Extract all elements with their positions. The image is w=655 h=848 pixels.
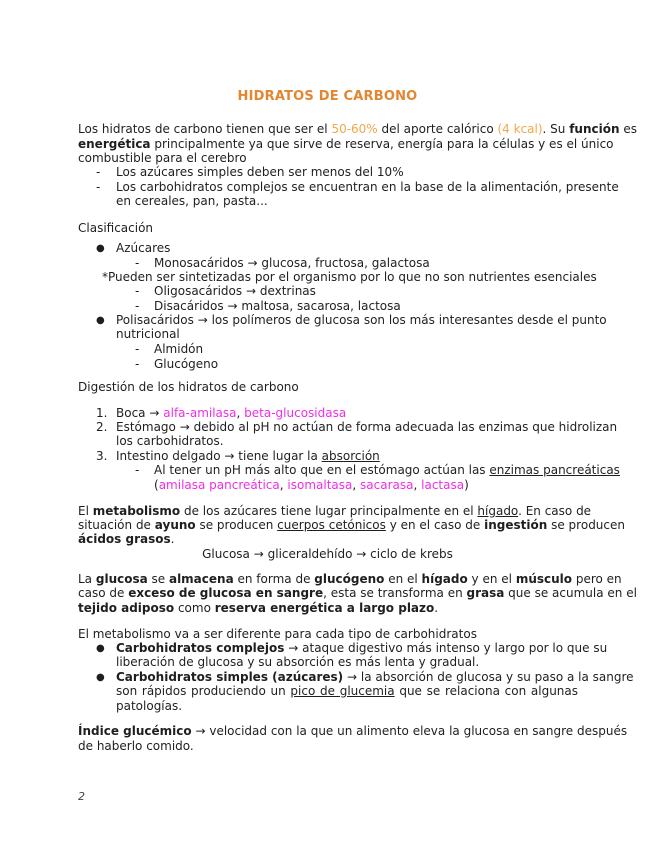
term-desc: la absorción de glucosa y su paso a la sangre xyxy=(360,670,634,684)
bold-term: ayuno xyxy=(154,518,196,532)
dash-marker: - xyxy=(135,357,140,371)
enzyme: sacarasa xyxy=(360,478,414,492)
dash-marker: - xyxy=(135,342,140,356)
punct: , xyxy=(352,478,357,492)
punct: , xyxy=(236,406,241,420)
term: Intestino delgado xyxy=(116,449,221,463)
metabolic-chain xyxy=(0,547,655,562)
list-item xyxy=(154,463,620,478)
bold-energetica: energética xyxy=(78,137,151,151)
bold-term: reserva energética a largo plazo xyxy=(214,601,435,615)
text: que se relaciona con algunas xyxy=(394,684,579,698)
list-item: Los carbohidratos complejos se encuentran en la base de la alimentación, presente xyxy=(116,180,619,194)
bold-term: grasa xyxy=(466,586,505,600)
section-heading: El metabolismo va a ser diferente para cada tipo de carbohidratos xyxy=(78,627,477,641)
text: . xyxy=(434,601,439,615)
intro-text: Los hidratos de carbono tienen que ser el xyxy=(78,122,332,136)
text: se producen xyxy=(547,518,625,532)
bold-term: ácidos grasos xyxy=(78,532,171,546)
text: La xyxy=(78,572,96,586)
term-desc: debido al pH no actúan de forma adecuada las enzimas que hidrolizan xyxy=(193,420,618,434)
dash-marker: - xyxy=(135,256,140,270)
arrow-icon: → xyxy=(227,299,238,313)
percent-highlight: 50-60% xyxy=(331,122,378,136)
bold-term: músculo xyxy=(515,572,573,586)
dash-marker: - xyxy=(135,463,140,477)
term: Polisacáridos xyxy=(116,313,194,327)
punct: ) xyxy=(464,478,469,492)
underlined-term: pico de glucemia xyxy=(290,684,395,698)
text: . En caso de xyxy=(518,504,592,518)
term-desc: dextrinas xyxy=(259,284,316,298)
underlined-term: absorción xyxy=(321,449,380,463)
text: caso de xyxy=(78,586,129,600)
text: situación de xyxy=(78,518,155,532)
arrow-icon: → xyxy=(346,670,358,684)
term-desc: velocidad con la que un alimento eleva la glucosa en sangre después xyxy=(209,724,628,738)
arrow-icon: → xyxy=(356,547,367,561)
term: Monosacáridos xyxy=(154,256,244,270)
underlined-term: hígado xyxy=(477,504,519,518)
chain-step: ciclo de krebs xyxy=(370,547,453,561)
bullet-marker: ● xyxy=(96,672,105,683)
text: pero en xyxy=(572,572,622,586)
term-desc: maltosa, sacarosa, lactosa xyxy=(241,299,401,313)
text: en el xyxy=(384,572,422,586)
term: Estómago xyxy=(116,420,176,434)
intro-text: . Su xyxy=(542,122,570,136)
text: se producen xyxy=(195,518,278,532)
intro-line-1 xyxy=(78,122,637,137)
text: . xyxy=(170,532,175,546)
section-heading: Clasificación xyxy=(78,221,154,235)
arrow-icon: → xyxy=(253,547,264,561)
term: Oligosacáridos xyxy=(154,284,243,298)
chain-step: gliceraldehído xyxy=(267,547,353,561)
list-item xyxy=(116,641,608,656)
bold-term: Carbohidratos simples (azúcares) xyxy=(116,670,344,684)
indice-line-2: de haberlo comido. xyxy=(78,739,194,753)
text: que se acumula en el xyxy=(504,586,637,600)
text: se xyxy=(147,572,169,586)
term: Disacáridos xyxy=(154,299,224,313)
bold-term: glucosa xyxy=(95,572,148,586)
metabolismo-line-3 xyxy=(78,532,174,547)
text: de los azúcares tiene lugar principalmente en el xyxy=(180,504,478,518)
bold-term: Índice glucémico xyxy=(78,724,192,738)
number-marker: 2. xyxy=(96,420,108,434)
term-desc: ataque digestivo más intenso y largo por lo que su xyxy=(302,641,608,655)
bold-term: tejido adiposo xyxy=(78,601,175,615)
list-item xyxy=(116,670,634,685)
bullet-marker: ● xyxy=(96,243,105,254)
enzyme-list xyxy=(154,478,469,493)
arrow-icon: → xyxy=(288,641,299,655)
term-desc: Al tener un pH más alto que en el estómago actúan las xyxy=(154,463,490,477)
underlined-term: enzimas pancreáticas xyxy=(489,463,620,477)
glucosa-line-2 xyxy=(78,586,637,601)
intro-text: es xyxy=(619,122,637,136)
list-item-cont: liberación de glucosa y su absorción es más lenta y gradual. xyxy=(116,655,480,669)
metabolismo-line-2 xyxy=(78,518,625,533)
punct: , xyxy=(413,478,418,492)
arrow-icon: → xyxy=(247,256,258,270)
glucosa-line-3 xyxy=(78,601,438,616)
list-item: Los azúcares simples deben ser menos del 10% xyxy=(116,165,404,179)
bold-term: Carbohidratos complejos xyxy=(116,641,285,655)
enzyme: lactasa xyxy=(421,478,465,492)
dash-marker: - xyxy=(96,165,101,179)
list-item xyxy=(154,299,401,314)
term: Boca xyxy=(116,406,146,420)
term-desc: los polímeros de glucosa son los más interesantes desde el punto xyxy=(211,313,607,327)
dash-marker: - xyxy=(96,180,101,194)
intro-line-3: combustible para el cerebro xyxy=(78,151,247,165)
list-item-cont: nutricional xyxy=(116,327,180,341)
note: *Pueden ser sintetizadas por el organismo por lo que no son nutrientes esenciales xyxy=(102,270,597,284)
list-item-cont: patologías. xyxy=(116,699,183,713)
metabolismo-line-1 xyxy=(78,504,592,519)
bold-term: metabolismo xyxy=(92,504,181,518)
text: en forma de xyxy=(233,572,315,586)
list-item xyxy=(154,284,316,299)
bullet-marker: ● xyxy=(96,315,105,326)
bullet-marker: ● xyxy=(96,643,105,654)
bold-funcion: función xyxy=(569,122,620,136)
list-item-cont: los carbohidratos. xyxy=(116,434,224,448)
arrow-icon: → xyxy=(224,449,235,463)
text: , esta se transforma en xyxy=(323,586,467,600)
page-title: HIDRATOS DE CARBONO xyxy=(237,89,418,104)
page-number: 2 xyxy=(78,790,85,803)
arrow-icon: → xyxy=(149,406,160,420)
list-item xyxy=(116,313,607,328)
number-marker: 1. xyxy=(96,406,108,420)
text: como xyxy=(174,601,215,615)
list-item xyxy=(116,406,346,421)
list-item-cont xyxy=(116,684,578,699)
list-item: Glucógeno xyxy=(154,357,219,371)
punct: , xyxy=(279,478,284,492)
enzyme: alfa-amilasa xyxy=(163,406,237,420)
enzyme: amilasa pancreática xyxy=(158,478,280,492)
bold-term: exceso de glucosa en sangre xyxy=(128,586,324,600)
list-item xyxy=(116,449,380,464)
enzyme: isomaltasa xyxy=(287,478,353,492)
dash-marker: - xyxy=(135,284,140,298)
term-desc: glucosa, fructosa, galactosa xyxy=(261,256,430,270)
list-item xyxy=(154,256,430,271)
section-heading: Digestión de los hidratos de carbono xyxy=(78,380,299,394)
text: y en el caso de xyxy=(385,518,485,532)
intro-text: del aporte calórico xyxy=(377,122,498,136)
bold-term: glucógeno xyxy=(314,572,385,586)
text: y en el xyxy=(467,572,516,586)
intro-text: principalmente ya que sirve de reserva, energía para la células y es el único xyxy=(150,137,614,151)
list-item: Azúcares xyxy=(116,241,171,255)
punct: ( xyxy=(154,478,159,492)
kcal-highlight: (4 kcal) xyxy=(497,122,543,136)
bold-term: hígado xyxy=(421,572,468,586)
text: El xyxy=(78,504,93,518)
intro-line-2 xyxy=(78,137,614,152)
term-desc: tiene lugar la xyxy=(238,449,322,463)
list-item-cont: en cereales, pan, pasta... xyxy=(116,194,268,208)
arrow-icon: → xyxy=(195,724,206,738)
text: son rápidos produciendo un xyxy=(116,684,291,698)
underlined-term: cuerpos cetónicos xyxy=(277,518,386,532)
chain-step: Glucosa xyxy=(202,547,250,561)
enzyme: beta-glucosidasa xyxy=(244,406,347,420)
glucosa-line-1 xyxy=(78,572,622,587)
arrow-icon: → xyxy=(197,313,208,327)
list-item xyxy=(116,420,617,435)
arrow-icon: → xyxy=(179,420,190,434)
indice-line-1 xyxy=(78,724,628,739)
bold-term: almacena xyxy=(168,572,234,586)
list-item: Almidón xyxy=(154,342,204,356)
arrow-icon: → xyxy=(245,284,256,298)
number-marker: 3. xyxy=(96,449,108,463)
dash-marker: - xyxy=(135,299,140,313)
bold-term: ingestión xyxy=(484,518,548,532)
